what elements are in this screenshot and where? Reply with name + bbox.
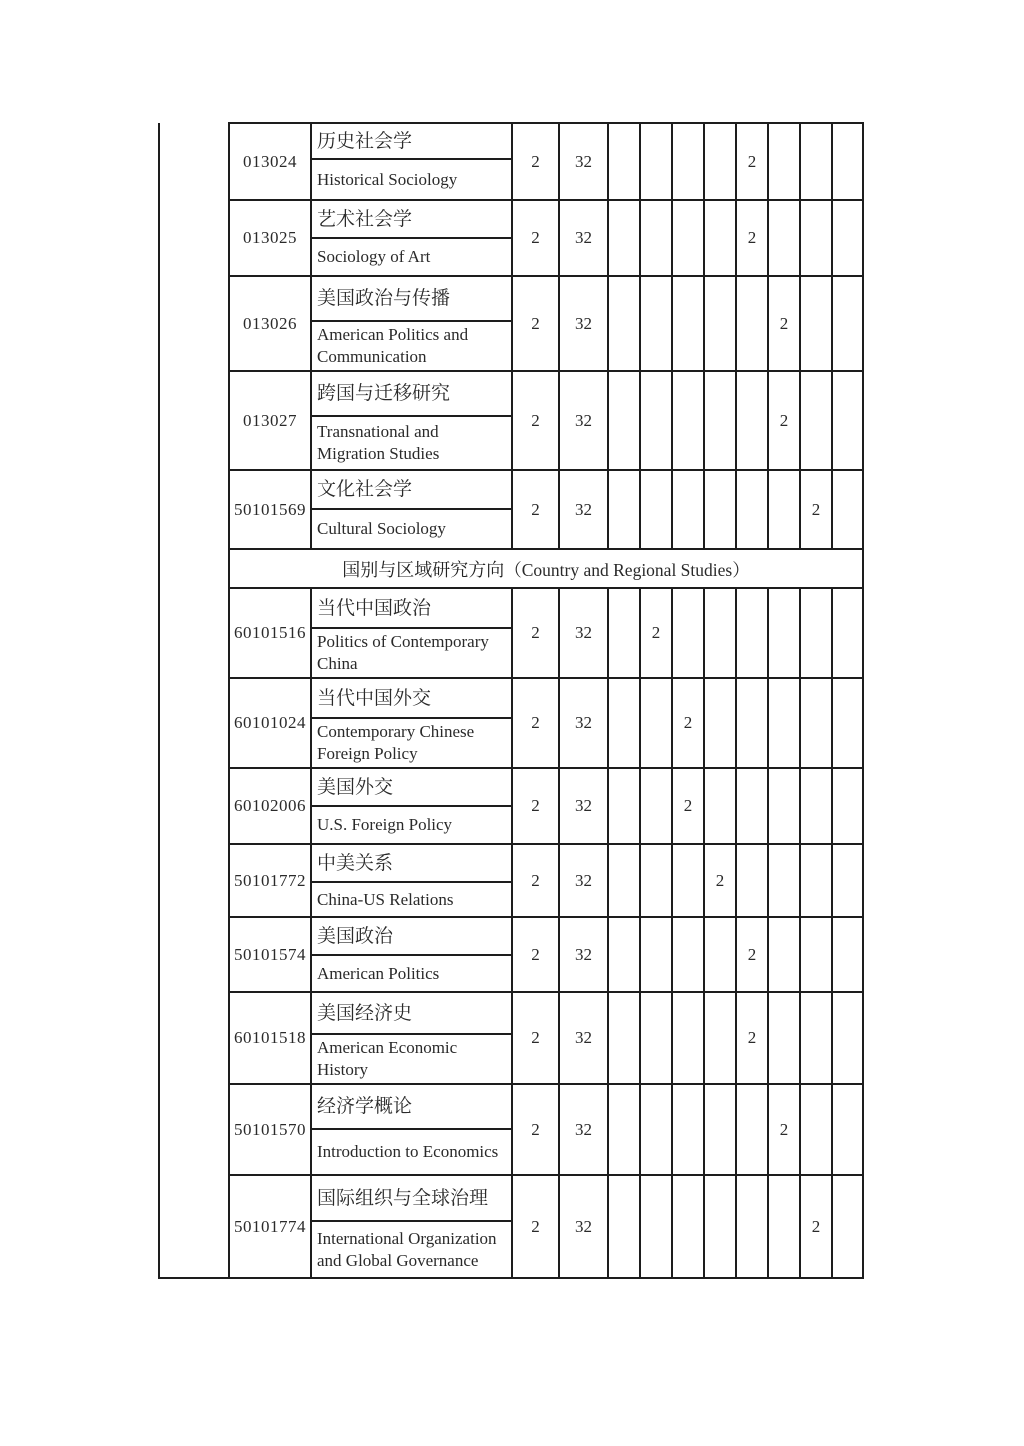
semester-cell	[800, 917, 832, 992]
semester-cell	[608, 678, 640, 768]
course-name-cn: 美国政治	[311, 917, 512, 955]
course-name-cn: 历史社会学	[311, 123, 512, 159]
credits-cell: 2	[512, 588, 559, 678]
semester-cell	[832, 371, 863, 470]
section-band-en: （Country and Regional Studies）	[504, 559, 750, 580]
semester-cell	[832, 588, 863, 678]
hours-cell: 32	[559, 678, 608, 768]
hours-cell: 32	[559, 470, 608, 549]
semester-cell	[672, 844, 704, 917]
course-name-en: American Economic History	[311, 1034, 512, 1084]
semester-cell	[832, 1084, 863, 1175]
course-name-en: International Organization and Global Governance	[311, 1221, 512, 1278]
curriculum-table	[158, 122, 864, 1279]
semester-cell	[608, 200, 640, 276]
course-name-en: Historical Sociology	[311, 159, 512, 200]
semester-cell	[704, 588, 736, 678]
course-name-cn: 美国经济史	[311, 992, 512, 1034]
course-code-cell: 60101024	[229, 678, 311, 768]
course-code-cell: 60102006	[229, 768, 311, 844]
course-name-cn: 国际组织与全球治理	[311, 1175, 512, 1221]
semester-cell	[640, 992, 672, 1084]
semester-cell	[704, 768, 736, 844]
course-name-en: American Politics and Communication	[311, 321, 512, 371]
semester-cell	[800, 200, 832, 276]
semester-cell	[800, 678, 832, 768]
semester-cell	[608, 1084, 640, 1175]
course-name-cn: 艺术社会学	[311, 200, 512, 238]
course-name-cn: 文化社会学	[311, 470, 512, 509]
course-name-en: American Politics	[311, 955, 512, 992]
credits-cell: 2	[512, 992, 559, 1084]
semester-cell	[832, 992, 863, 1084]
semester-cell	[672, 200, 704, 276]
semester-cell	[640, 917, 672, 992]
semester-cell: 2	[736, 992, 768, 1084]
semester-cell: 2	[736, 200, 768, 276]
semester-cell	[768, 678, 800, 768]
semester-cell	[640, 678, 672, 768]
semester-cell	[608, 1175, 640, 1278]
course-row	[159, 678, 863, 718]
credits-cell: 2	[512, 678, 559, 768]
semester-cell	[832, 917, 863, 992]
course-name-cn: 美国外交	[311, 768, 512, 806]
semester-cell	[768, 992, 800, 1084]
semester-cell	[832, 678, 863, 768]
section-band	[229, 549, 863, 588]
course-row	[159, 123, 863, 159]
semester-cell	[608, 768, 640, 844]
semester-cell	[640, 371, 672, 470]
course-name-en: China-US Relations	[311, 882, 512, 917]
semester-cell	[640, 470, 672, 549]
semester-cell	[768, 1175, 800, 1278]
semester-cell	[672, 276, 704, 371]
course-code-cell: 013025	[229, 200, 311, 276]
semester-cell: 2	[800, 1175, 832, 1278]
semester-cell	[768, 844, 800, 917]
semester-cell	[736, 1084, 768, 1175]
semester-cell: 2	[736, 917, 768, 992]
semester-cell	[704, 371, 736, 470]
semester-cell: 2	[640, 588, 672, 678]
course-name-cn: 当代中国外交	[311, 678, 512, 718]
hours-cell: 32	[559, 276, 608, 371]
semester-cell	[704, 917, 736, 992]
semester-cell	[832, 768, 863, 844]
hours-cell: 32	[559, 844, 608, 917]
course-code-cell: 50101569	[229, 470, 311, 549]
semester-cell: 2	[672, 768, 704, 844]
semester-cell	[640, 200, 672, 276]
section-band-cn: 国别与区域研究方向	[342, 559, 505, 580]
course-code-cell: 50101774	[229, 1175, 311, 1278]
semester-cell	[736, 844, 768, 917]
semester-cell	[608, 844, 640, 917]
semester-cell	[832, 844, 863, 917]
course-code-cell: 013027	[229, 371, 311, 470]
section-band-row	[159, 549, 863, 588]
semester-cell	[640, 123, 672, 200]
semester-cell	[672, 470, 704, 549]
course-name-en: U.S. Foreign Policy	[311, 806, 512, 844]
hours-cell: 32	[559, 588, 608, 678]
semester-cell	[768, 588, 800, 678]
semester-cell	[608, 276, 640, 371]
semester-cell: 2	[672, 678, 704, 768]
semester-cell: 2	[800, 470, 832, 549]
semester-cell: 2	[704, 844, 736, 917]
semester-cell	[608, 123, 640, 200]
course-row	[159, 470, 863, 509]
course-code-cell: 60101518	[229, 992, 311, 1084]
semester-cell	[832, 200, 863, 276]
semester-cell	[704, 123, 736, 200]
semester-cell	[832, 276, 863, 371]
semester-cell	[800, 276, 832, 371]
semester-cell	[768, 768, 800, 844]
course-name-en: Contemporary Chinese Foreign Policy	[311, 718, 512, 768]
semester-cell	[832, 1175, 863, 1278]
semester-cell	[672, 1175, 704, 1278]
course-code-cell: 50101772	[229, 844, 311, 917]
category-stub-cell	[159, 123, 229, 1278]
semester-cell	[608, 470, 640, 549]
semester-cell	[608, 992, 640, 1084]
course-row	[159, 276, 863, 321]
hours-cell: 32	[559, 123, 608, 200]
credits-cell: 2	[512, 768, 559, 844]
semester-cell	[672, 1084, 704, 1175]
semester-cell	[704, 1084, 736, 1175]
course-row	[159, 588, 863, 628]
semester-cell: 2	[736, 123, 768, 200]
credits-cell: 2	[512, 200, 559, 276]
hours-cell: 32	[559, 200, 608, 276]
course-name-en: Introduction to Economics	[311, 1129, 512, 1175]
credits-cell: 2	[512, 123, 559, 200]
course-code-cell: 50101574	[229, 917, 311, 992]
hours-cell: 32	[559, 371, 608, 470]
course-name-cn: 跨国与迁移研究	[311, 371, 512, 416]
course-name-en: Politics of Contemporary China	[311, 628, 512, 678]
course-name-en: Cultural Sociology	[311, 509, 512, 549]
semester-cell	[704, 200, 736, 276]
credits-cell: 2	[512, 917, 559, 992]
semester-cell	[608, 917, 640, 992]
semester-cell	[768, 470, 800, 549]
semester-cell	[768, 917, 800, 992]
course-code-cell: 013026	[229, 276, 311, 371]
semester-cell	[800, 992, 832, 1084]
semester-cell	[608, 371, 640, 470]
course-row	[159, 1084, 863, 1129]
semester-cell	[800, 371, 832, 470]
semester-cell	[736, 470, 768, 549]
semester-cell: 2	[768, 1084, 800, 1175]
course-row	[159, 371, 863, 416]
semester-cell	[800, 768, 832, 844]
semester-cell	[736, 768, 768, 844]
credits-cell: 2	[512, 276, 559, 371]
semester-cell	[800, 844, 832, 917]
semester-cell	[736, 1175, 768, 1278]
semester-cell	[768, 123, 800, 200]
credits-cell: 2	[512, 1084, 559, 1175]
hours-cell: 32	[559, 1175, 608, 1278]
course-name-en: Sociology of Art	[311, 238, 512, 276]
semester-cell	[736, 678, 768, 768]
course-code-cell: 013024	[229, 123, 311, 200]
semester-cell: 2	[768, 276, 800, 371]
credits-cell: 2	[512, 1175, 559, 1278]
course-name-en: Transnational and Migration Studies	[311, 416, 512, 470]
course-name-cn: 经济学概论	[311, 1084, 512, 1129]
course-row	[159, 200, 863, 238]
hours-cell: 32	[559, 917, 608, 992]
semester-cell	[640, 1175, 672, 1278]
course-row	[159, 1175, 863, 1221]
semester-cell	[672, 123, 704, 200]
semester-cell	[704, 678, 736, 768]
course-name-cn: 中美关系	[311, 844, 512, 882]
semester-cell	[672, 917, 704, 992]
hours-cell: 32	[559, 1084, 608, 1175]
semester-cell	[704, 470, 736, 549]
semester-cell	[800, 1084, 832, 1175]
semester-cell	[704, 276, 736, 371]
course-row	[159, 768, 863, 806]
semester-cell	[832, 123, 863, 200]
semester-cell	[800, 123, 832, 200]
semester-cell	[672, 371, 704, 470]
semester-cell	[640, 1084, 672, 1175]
semester-cell	[832, 470, 863, 549]
semester-cell	[640, 768, 672, 844]
semester-cell	[768, 200, 800, 276]
semester-cell	[672, 588, 704, 678]
semester-cell	[672, 992, 704, 1084]
semester-cell	[800, 588, 832, 678]
semester-cell	[640, 844, 672, 917]
hours-cell: 32	[559, 992, 608, 1084]
course-row	[159, 917, 863, 955]
course-code-cell: 50101570	[229, 1084, 311, 1175]
course-row	[159, 844, 863, 882]
credits-cell: 2	[512, 470, 559, 549]
credits-cell: 2	[512, 844, 559, 917]
semester-cell	[704, 1175, 736, 1278]
course-code-cell: 60101516	[229, 588, 311, 678]
course-name-cn: 当代中国政治	[311, 588, 512, 628]
semester-cell	[736, 276, 768, 371]
course-row	[159, 992, 863, 1034]
course-name-cn: 美国政治与传播	[311, 276, 512, 321]
semester-cell	[704, 992, 736, 1084]
semester-cell	[736, 588, 768, 678]
semester-cell	[608, 588, 640, 678]
semester-cell	[640, 276, 672, 371]
credits-cell: 2	[512, 371, 559, 470]
hours-cell: 32	[559, 768, 608, 844]
semester-cell	[736, 371, 768, 470]
semester-cell: 2	[768, 371, 800, 470]
